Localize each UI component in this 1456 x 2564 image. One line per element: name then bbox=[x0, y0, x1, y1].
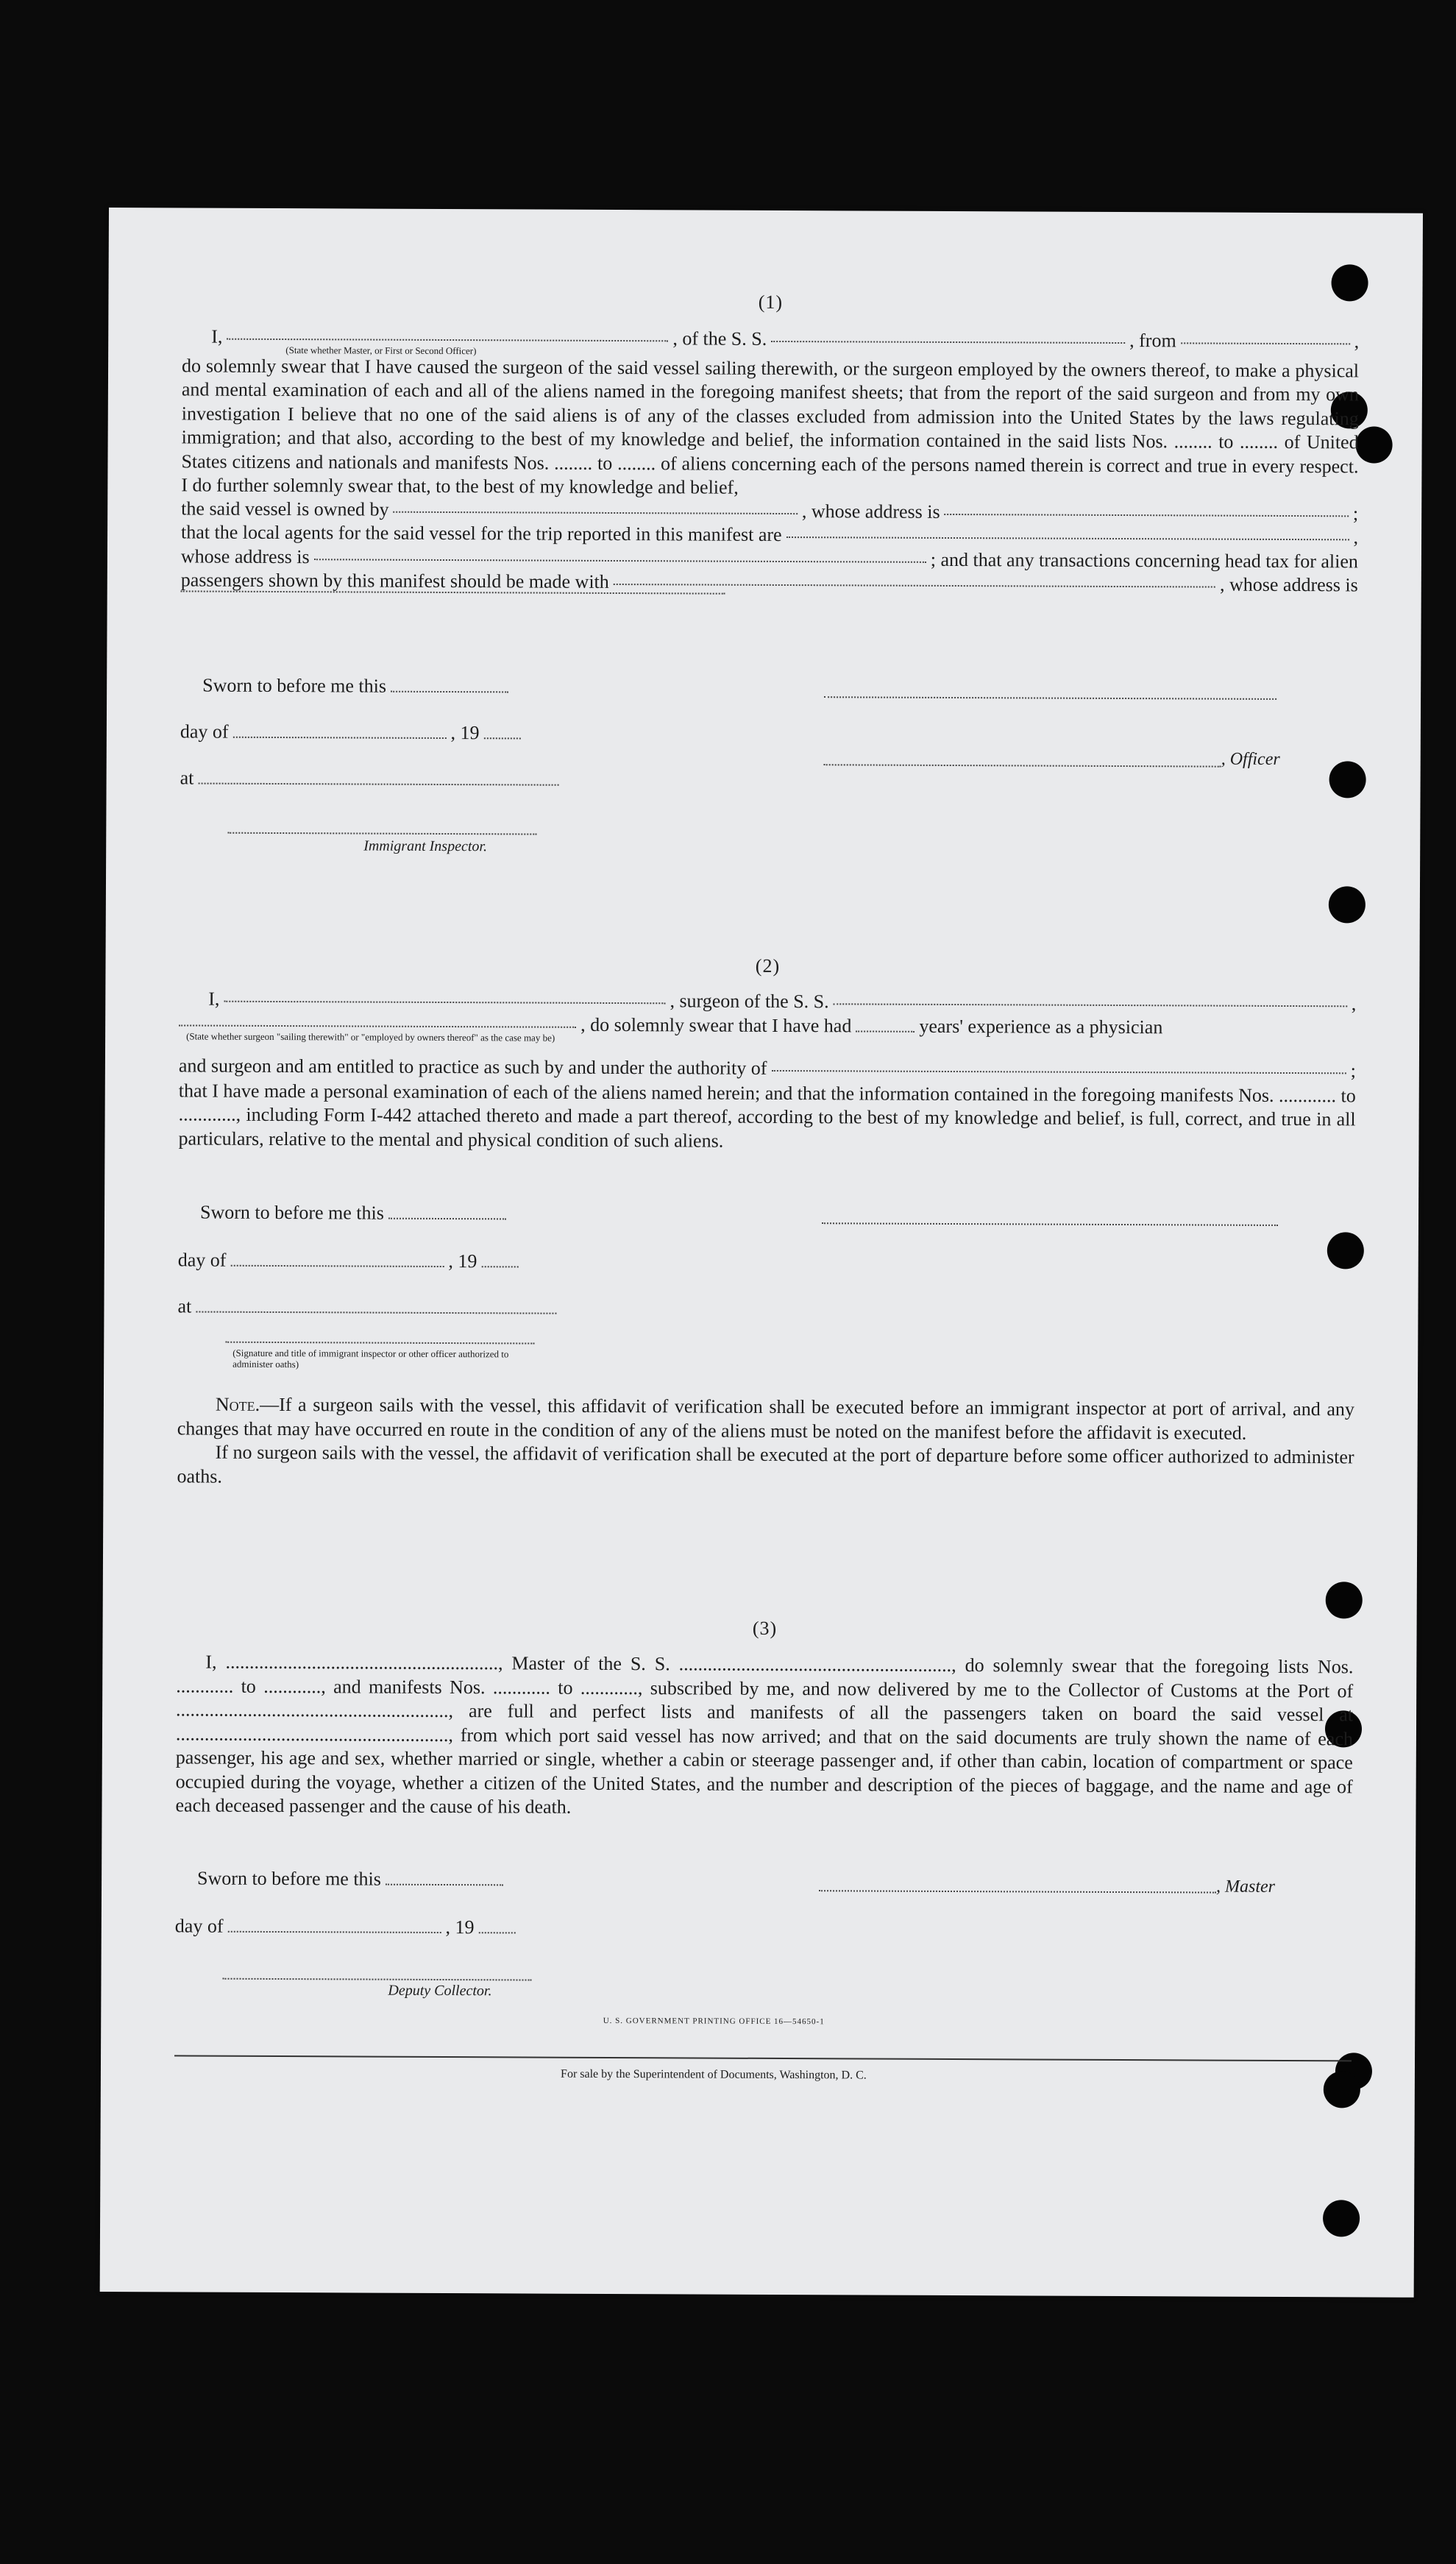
agents-address-field bbox=[314, 559, 926, 563]
text: day of bbox=[177, 1249, 227, 1271]
vessel-name-field bbox=[771, 341, 1125, 344]
officer-signature-line-1 bbox=[824, 696, 1276, 700]
inspector-caption: Immigrant Inspector. bbox=[363, 837, 488, 855]
inspector-signature-line bbox=[227, 832, 536, 835]
text: , of the S. S. bbox=[672, 327, 767, 350]
text: day of bbox=[180, 720, 229, 743]
day-of-line bbox=[175, 1915, 520, 1938]
field-caption: (State whether surgeon "sailing therewith" or "employed by owners thereof" as the case may be) bbox=[186, 1030, 555, 1044]
section-number: (3) bbox=[752, 1617, 778, 1639]
text: , 19 bbox=[448, 1250, 477, 1272]
surgeon-swear-line bbox=[179, 1012, 1356, 1044]
officer-title-field bbox=[227, 339, 668, 357]
place-field bbox=[198, 783, 558, 786]
text: Sworn to before me this bbox=[202, 674, 387, 697]
punch-hole bbox=[1356, 426, 1393, 463]
form-sheet bbox=[100, 208, 1423, 2298]
surgeon-status-field bbox=[179, 1024, 576, 1044]
sworn-line bbox=[200, 1202, 511, 1225]
section-number: (2) bbox=[755, 955, 781, 977]
note-paragraph-2: If no surgeon sails with the vessel, the affidavit of verification shall be executed at the port of departure before some officer authorized to administer oaths. bbox=[177, 1441, 1354, 1487]
port-from-field bbox=[1181, 342, 1350, 344]
deputy-signature-line bbox=[222, 1978, 531, 1981]
sworn-line bbox=[197, 1868, 508, 1891]
punch-hole bbox=[1329, 761, 1366, 798]
authority-line: and surgeon and am entitled to practice as such by and under the authority of ; bbox=[178, 1055, 1356, 1082]
sworn-day-field bbox=[391, 691, 508, 693]
section-3 bbox=[175, 1615, 1353, 1822]
year-field bbox=[481, 1266, 518, 1267]
year-field bbox=[484, 737, 521, 739]
punch-hole bbox=[1329, 886, 1366, 923]
sworn-line bbox=[202, 675, 513, 698]
text: that the local agents for the said vessel for the trip reported in this manifest are bbox=[181, 521, 782, 545]
text: at bbox=[177, 1295, 192, 1317]
month-field bbox=[227, 1931, 441, 1933]
master-oath-body: I, ........................................................., Master of the S. S. ........................................................., do solemnly swear that the foregoing lists Nos. ............ to ............, and manifests Nos. ............ to ............, subscribed by me, and now delivered by me to the Collector of Customs at the Port of ........................................................., are full and perfect lists and manifests of all the passengers taken on board the said vessel at ........................................................., from which port said vessel has now arrived; and that on the said documents are truly shown the name of each passenger, his age and sex, whether married or single, whether a cabin or steerage passenger and, if other than cabin, location of compartment or space occupied during the voyage, whether a citizen of the United States, and the number and description of the pieces of baggage, and the name and age of each deceased passenger and the cause of his death. bbox=[175, 1651, 1354, 1818]
text: , whose address is bbox=[1219, 573, 1358, 596]
text: Sworn to before me this bbox=[197, 1867, 382, 1890]
owned-line: the said vessel is owned by , whose address is ; bbox=[181, 497, 1359, 524]
owner-field bbox=[394, 511, 798, 514]
note-block bbox=[177, 1392, 1354, 1493]
text: I, bbox=[208, 988, 220, 1010]
surgeon-signature-line bbox=[822, 1222, 1278, 1226]
text: , do solemnly swear that I have had bbox=[580, 1013, 852, 1036]
master-signature-line bbox=[819, 1890, 1216, 1893]
oath-body: do solemnly swear that I have caused the surgeon of the said vessel sailing therewith, or the surgeon employed by the owners thereof, to make a physical and mental examination of each and all of the aliens named in the foregoing manifest sheets; that from the report of the said surgeon and from my own investigation I believe that no one of the said aliens is of any of the classes excluded from admission into the United States by the laws regulating immigration; and that also, according to the best of my knowledge and belief, the information contained in the said lists Nos. ........ to ........ of United States citizens and nationals and manifests Nos. ........ to ........ of aliens concerning each of the persons named therein is correct and true in every respect. I do further solemnly swear that, to the best of my knowledge and belief, bbox=[181, 354, 1360, 498]
section-1 bbox=[181, 288, 1360, 622]
vessel-name-field bbox=[834, 1003, 1347, 1007]
sworn-day-field bbox=[386, 1884, 503, 1886]
text: , from bbox=[1129, 330, 1176, 352]
month-field bbox=[233, 737, 447, 739]
agents-line: that the local agents for the said vessel for the trip reported in this manifest are , bbox=[181, 521, 1359, 548]
signature-line bbox=[225, 1342, 534, 1345]
text: , 19 bbox=[450, 722, 480, 744]
text: , surgeon of the S. S. bbox=[670, 990, 829, 1013]
punch-hole bbox=[1326, 1582, 1363, 1618]
punch-hole bbox=[1323, 2200, 1360, 2237]
note-label: Note. bbox=[215, 1393, 260, 1415]
text: at bbox=[180, 767, 194, 789]
master-caption: , Master bbox=[1216, 1877, 1276, 1897]
day-of-line bbox=[178, 1249, 523, 1272]
text: ; and that any transactions concerning head tax for alien bbox=[930, 548, 1358, 572]
surgeon-name-field bbox=[224, 1001, 665, 1005]
footer-text: For sale by the Superintendent of Documents, Washington, D. C. bbox=[561, 2067, 867, 2082]
year-field bbox=[478, 1932, 515, 1933]
agents-field bbox=[786, 536, 1349, 540]
printing-office-line: U. S. GOVERNMENT PRINTING OFFICE 16—54650-1 bbox=[603, 2016, 825, 2027]
officer-caption: , Officer bbox=[1221, 749, 1280, 769]
day-of-line bbox=[180, 720, 525, 744]
section-number: (1) bbox=[758, 291, 784, 313]
text: and surgeon and am entitled to practice as such by and under the authority of bbox=[178, 1055, 767, 1079]
oath-line-1: I, (State whether Master, or First or Second Officer) , of the S. S. , from , bbox=[211, 325, 1360, 357]
text: I, bbox=[211, 325, 223, 347]
punch-hole bbox=[1327, 1232, 1364, 1269]
text: day of bbox=[174, 1915, 224, 1937]
text: Sworn to before me this bbox=[199, 1201, 384, 1224]
at-line bbox=[180, 767, 564, 790]
place-field bbox=[196, 1311, 556, 1314]
at-line bbox=[177, 1295, 561, 1319]
note-paragraph-1 bbox=[177, 1392, 1354, 1445]
officer-signature-line-2 bbox=[824, 764, 1221, 767]
sworn-day-field bbox=[388, 1218, 506, 1220]
signature-caption: (Signature and title of immigrant inspector or other officer authorized to administer oaths) bbox=[232, 1347, 509, 1370]
surgeon-line: I, , surgeon of the S. S. , bbox=[208, 988, 1357, 1015]
owner-address-field bbox=[945, 513, 1349, 516]
month-field bbox=[230, 1265, 444, 1267]
surgeon-oath-body: that I have made a personal examination of each of the aliens named herein; and that the information contained in the foregoing manifests Nos. ............ to ............, including Form I-442 attached thereto and made a part thereof, according to the best of my knowledge and belief, is full, correct, and true in all particulars, relative to the mental and physical condition of such aliens. bbox=[178, 1079, 1356, 1152]
text: , 19 bbox=[445, 1916, 475, 1938]
authority-field bbox=[771, 1070, 1346, 1074]
head-tax-contact-field bbox=[614, 584, 1215, 588]
text: years' experience as a physician bbox=[919, 1015, 1163, 1038]
field-caption: (State whether Master, or First or Second Officer) bbox=[285, 344, 477, 357]
deputy-caption: Deputy Collector. bbox=[388, 1982, 492, 2000]
text: passengers shown by this manifest should be made with bbox=[180, 569, 609, 592]
text: whose address is bbox=[180, 545, 310, 567]
years-field bbox=[856, 1030, 915, 1032]
text: , whose address is bbox=[801, 500, 940, 523]
section-2 bbox=[178, 952, 1356, 1155]
text: —If a surgeon sails with the vessel, this affidavit of verification shall be executed before an immigrant inspector at port of arrival, and any changes that may have occurred en route in the condition of any of the aliens must be noted on the manifest before the affidavit is executed. bbox=[177, 1393, 1354, 1444]
footer-rule bbox=[174, 2055, 1352, 2061]
address-continuation bbox=[181, 593, 1358, 622]
text: the said vessel is owned by bbox=[181, 497, 389, 520]
